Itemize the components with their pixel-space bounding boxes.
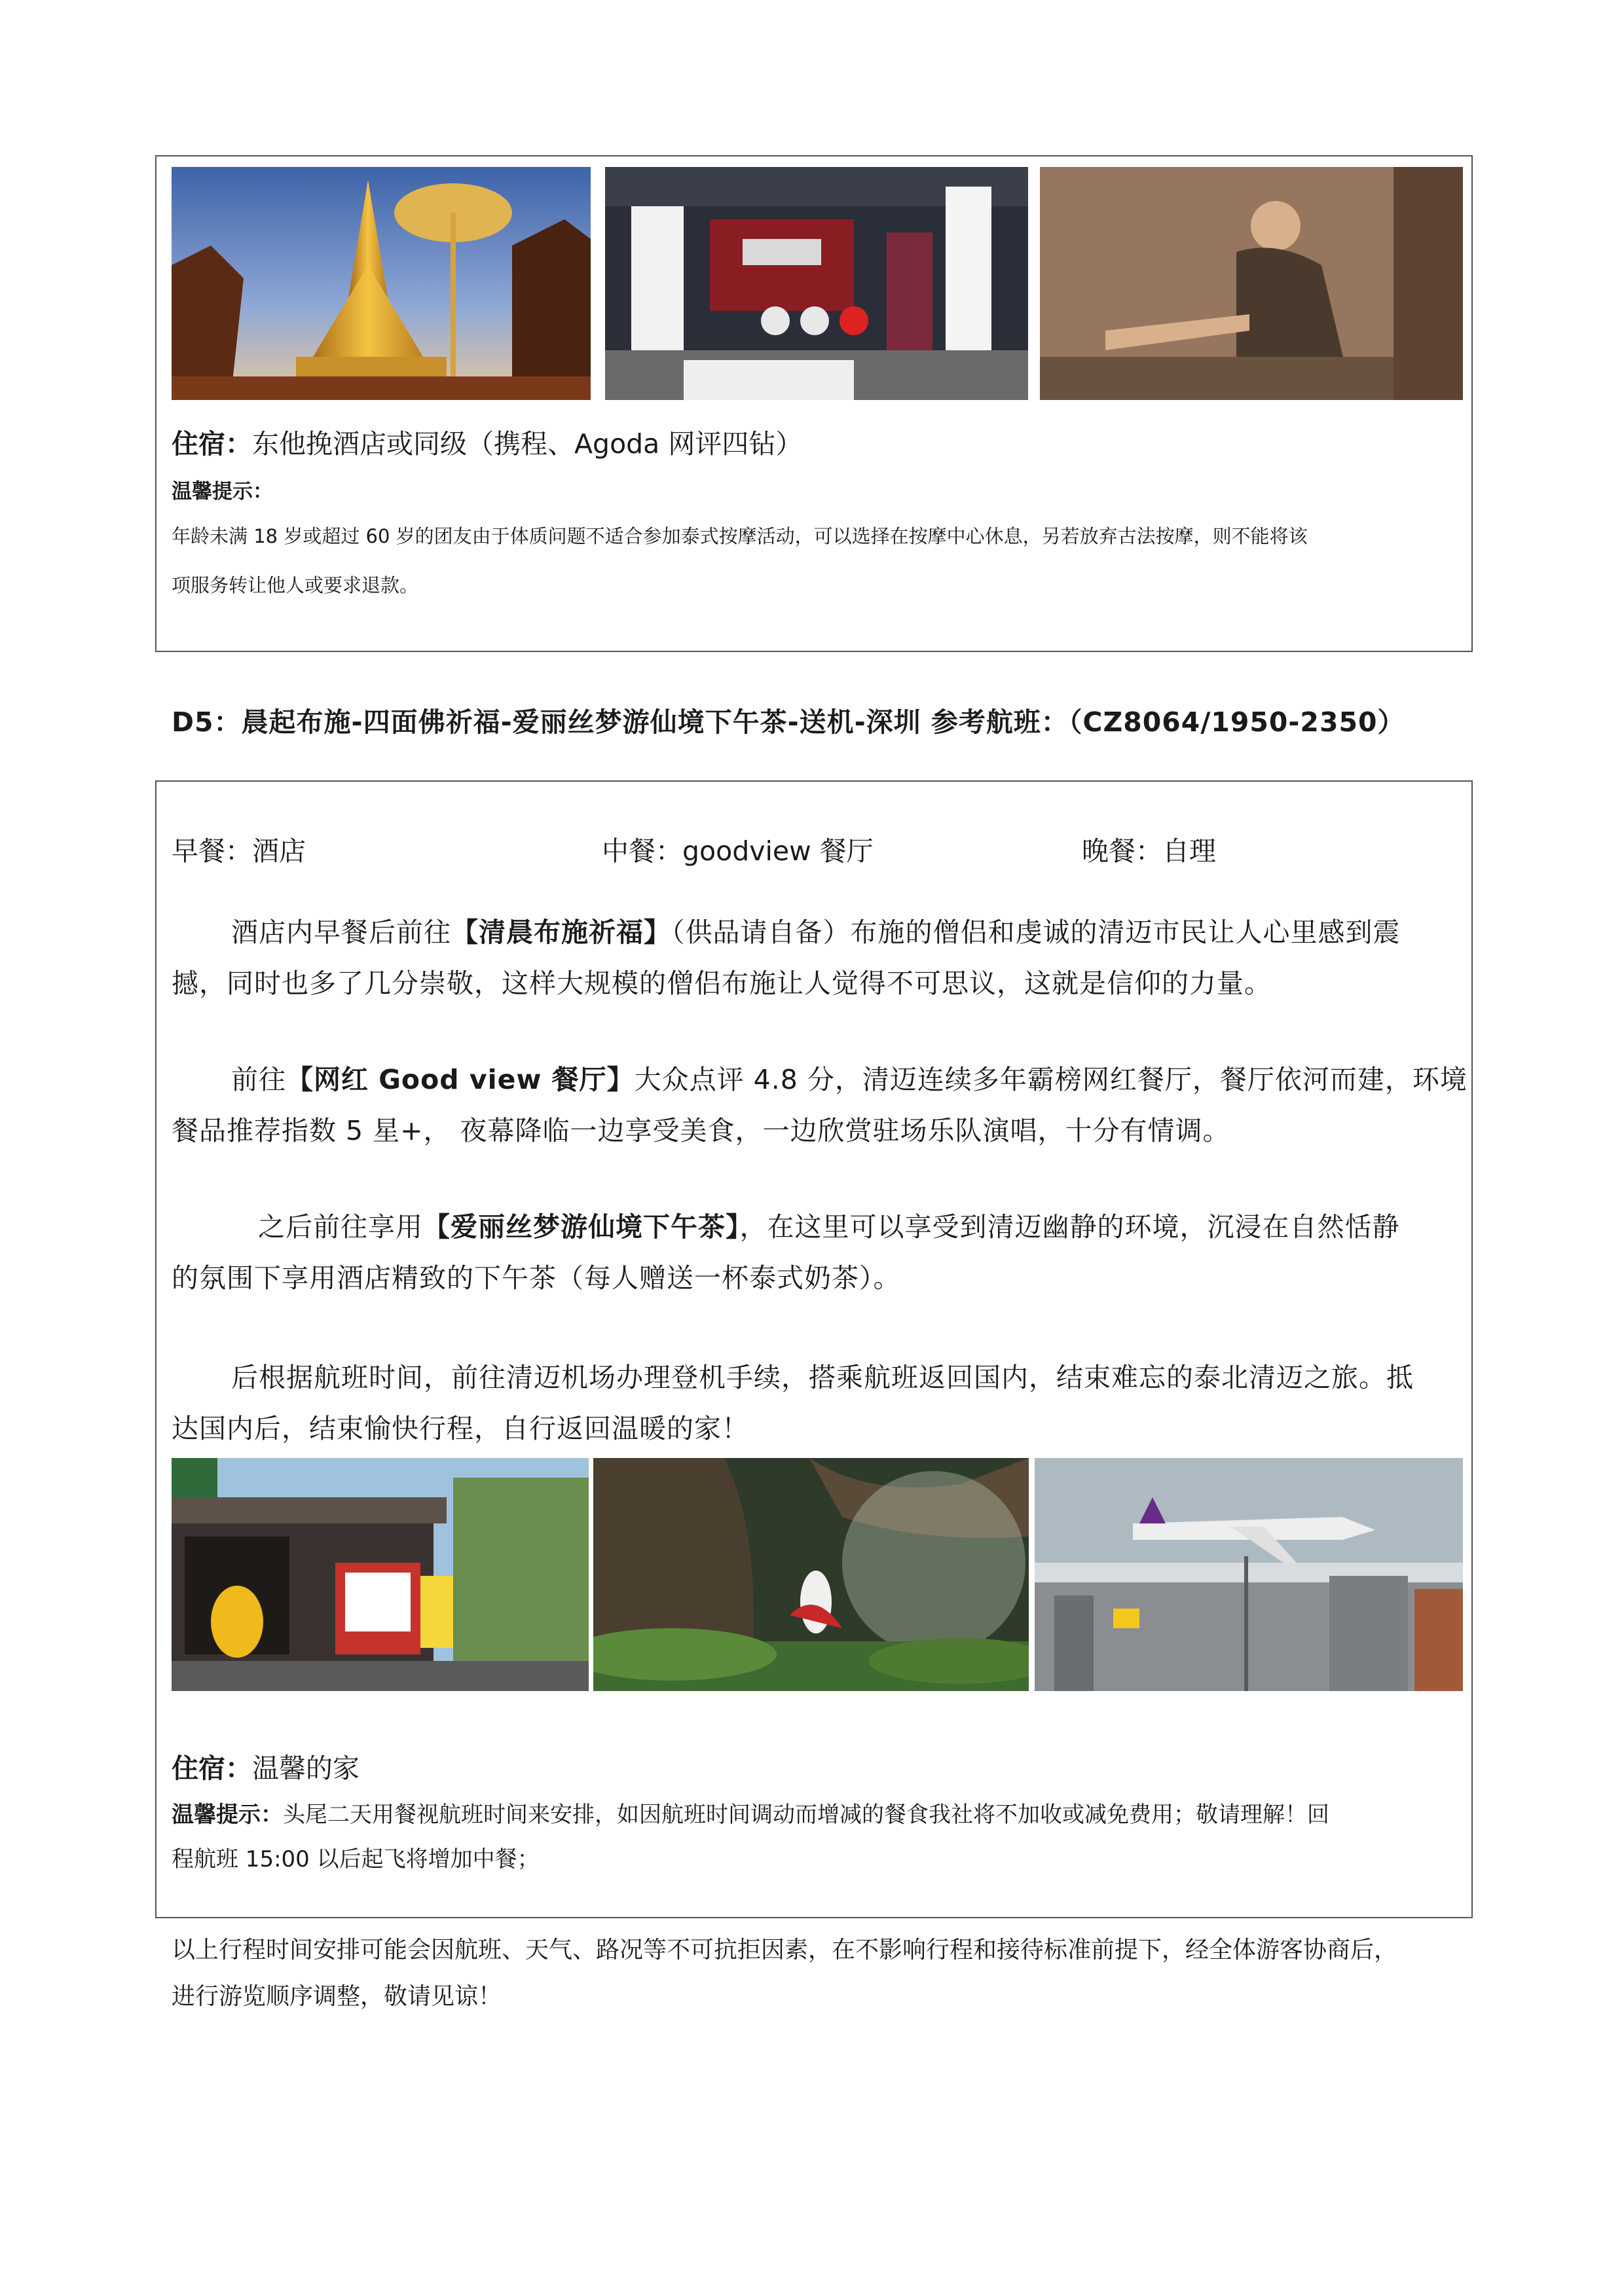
mango-tango-street-photo <box>172 1458 589 1691</box>
thai-massage-photo <box>1040 167 1463 400</box>
lodging-label: 住宿： <box>172 428 252 460</box>
day5-tip-line1: 头尾二天用餐视航班时间来安排，如因航班时间调动而增减的餐食我社将不加收或减免费用；敬请理解！回 <box>283 1802 1329 1828</box>
wonderland-forest-photo <box>593 1458 1029 1691</box>
paragraph-goodview-restaurant: 前往【网红 Good view 餐厅】大众点评 4.8 分，清迈连续多年霸榜网红餐厅，餐厅依河而建，环境 餐品推荐指数 5 星+， 夜幕降临一边享受美食，一边欣赏驻场乐队演唱，十分有情调。 <box>172 1064 1467 1146</box>
restaurant-interior-photo <box>605 167 1028 400</box>
lodging-value: 东他挽酒店或同级（携程、Agoda 网评四钻） <box>252 428 803 460</box>
meal-lunch: 中餐：goodview 餐厅 <box>602 835 874 867</box>
footer-note-line1: 以上行程时间安排可能会因航班、天气、路况等不可抗拒因素，在不影响行程和接待标准前提下，经全体游客协商后， <box>172 1937 1398 1963</box>
paragraph-alms-giving: 酒店内早餐后前往【清晨布施祈福】（供品请自备）布施的僧侣和虔诚的清迈市民让人心里感到震 撼，同时也多了几分崇敬，这样大规模的僧侣布施让人觉得不可思议，这就是信仰的力量。 <box>172 917 1401 999</box>
tip-heading: 温馨提示： <box>172 480 273 503</box>
day5-title: D5：晨起布施-四面佛祈福-爱丽丝梦游仙境下午茶-送机-深圳 参考航班：（CZ8064/1950-2350） <box>172 706 1405 738</box>
day5-tip-heading: 温馨提示： <box>172 1802 283 1828</box>
tip-text-line1: 年龄未满 18 岁或超过 60 岁的团友由于体质问题不适合参加泰式按摩活动，可以选择在按摩中心休息，另若放弃古法按摩，则不能将该 <box>172 525 1308 547</box>
meal-dinner: 晚餐：自理 <box>1082 835 1216 867</box>
airplane-landing-photo <box>1035 1458 1463 1691</box>
temple-golden-pagoda-photo <box>172 167 591 400</box>
paragraph-afternoon-tea: 之后前往享用【爱丽丝梦游仙境下午茶】，在这里可以享受到清迈幽静的环境，沉浸在自然恬静 的氛围下享用酒店精致的下午茶（每人赠送一杯泰式奶茶）。 <box>172 1211 1400 1294</box>
day5-lodging-value: 温馨的家 <box>252 1753 360 1784</box>
tip-text-line2: 项服务转让他人或要求退款。 <box>172 574 419 596</box>
day5-lodging-label: 住宿： <box>172 1753 252 1784</box>
paragraph-departure: 后根据航班时间，前往清迈机场办理登机手续，搭乘航班返回国内，结束难忘的泰北清迈之旅。抵 达国内后，结束愉快行程，自行返回温暖的家！ <box>172 1362 1414 1444</box>
day5-tip-line2: 程航班 15:00 以后起飞将增加中餐； <box>172 1846 540 1872</box>
footer-note-line2: 进行游览顺序调整，敬请见谅！ <box>172 1983 502 2010</box>
meal-breakfast: 早餐：酒店 <box>172 835 306 867</box>
